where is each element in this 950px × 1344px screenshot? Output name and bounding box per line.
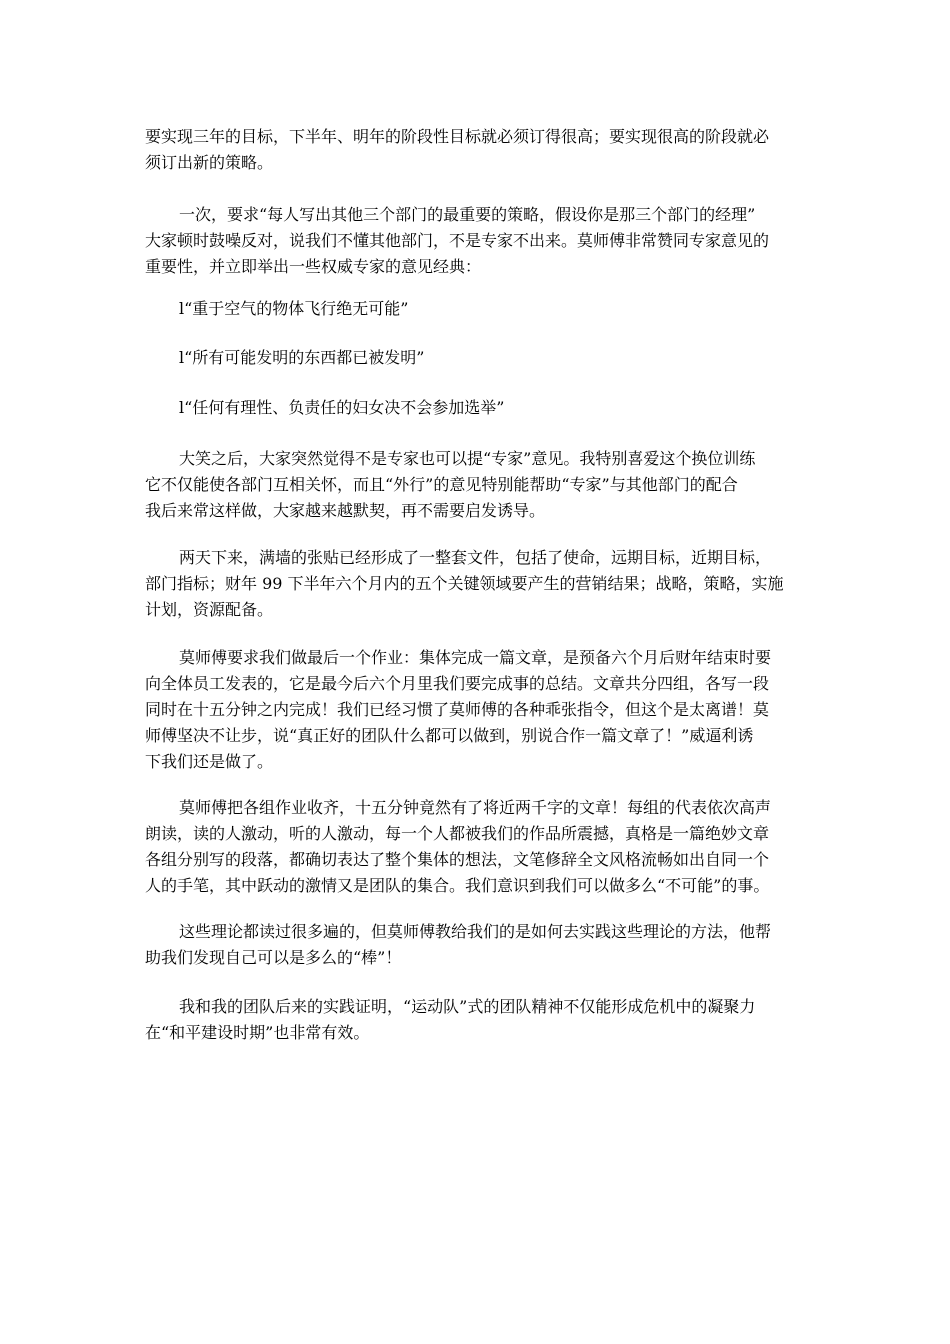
text-line: 它不仅能使各部门互相关怀，而且“外行”的意见特别能帮助“专家”与其他部门的配合 xyxy=(145,475,738,494)
quote-item-3 xyxy=(145,395,810,421)
text-line: 师傅坚决不让步，说“真正好的团队什么都可以做到，别说合作一篇文章了！”威逼利诱 xyxy=(145,726,754,745)
text-line: 我和我的团队后来的实践证明，“运动队”式的团队精神不仅能形成危机中的凝聚力 xyxy=(179,997,756,1016)
text-line: 两天下来，满墙的张贴已经形成了一整套文件，包括了使命，远期目标，近期目标， xyxy=(179,548,772,567)
text-line: 要实现三年的目标，下半年、明年的阶段性目标就必须订得很高；要实现很高的阶段就必 xyxy=(145,127,770,146)
text-line: 这些理论都读过很多遍的，但莫师傅教给我们的是如何去实践这些理论的方法，他帮 xyxy=(179,922,772,941)
paragraph-8 xyxy=(145,994,810,1046)
quote-item-2 xyxy=(145,345,810,371)
text-line: 莫师傅要求我们做最后一个作业：集体完成一篇文章，是预备六个月后财年结束时要 xyxy=(179,648,772,667)
quote-item-1 xyxy=(145,296,810,322)
paragraph-3 xyxy=(145,446,810,524)
text-line: 莫师傅把各组作业收齐，十五分钟竟然有了将近两千字的文章！每组的代表依次高声 xyxy=(179,798,772,817)
text-line: 重要性，并立即举出一些权威专家的意见经典： xyxy=(145,257,482,276)
text-line: 大家顿时鼓噪反对，说我们不懂其他部门，不是专家不出来。莫师傅非常赞同专家意见的 xyxy=(145,231,770,250)
paragraph-4 xyxy=(145,545,810,623)
paragraph-5 xyxy=(145,645,810,775)
text-line: 计划，资源配备。 xyxy=(145,600,274,619)
paragraph-6 xyxy=(145,795,810,899)
paragraph-7 xyxy=(145,919,810,971)
text-line: 部门指标；财年 99 下半年六个月内的五个关键领域要产生的营销结果；战略，策略，实施 xyxy=(145,574,784,593)
text-line: 一次，要求“每人写出其他三个部门的最重要的策略，假设你是那三个部门的经理” xyxy=(179,205,756,224)
text-line: 下我们还是做了。 xyxy=(145,752,274,771)
paragraph-1 xyxy=(145,124,810,176)
text-line: 我后来常这样做，大家越来越默契，再不需要启发诱导。 xyxy=(145,501,546,520)
text-line: l“重于空气的物体飞行绝无可能” xyxy=(179,299,409,318)
text-line: 同时在十五分钟之内完成！我们已经习惯了莫师傅的各种乖张指令，但这个是太离谱！莫 xyxy=(145,700,770,719)
text-line: 朗读，读的人激动，听的人激动，每一个人都被我们的作品所震撼，真格是一篇绝妙文章 xyxy=(145,824,770,843)
text-line: 人的手笔，其中跃动的激情又是团队的集合。我们意识到我们可以做多么“不可能”的事。 xyxy=(145,876,770,895)
text-line: l“任何有理性、负责任的妇女决不会参加选举” xyxy=(179,398,505,417)
text-line: l“所有可能发明的东西都已被发明” xyxy=(179,348,425,367)
text-line: 大笑之后，大家突然觉得不是专家也可以提“专家”意见。我特别喜爱这个换位训练 xyxy=(179,449,756,468)
text-line: 向全体员工发表的，它是最今后六个月里我们要完成事的总结。文章共分四组，各写一段 xyxy=(145,674,770,693)
text-line: 助我们发现自己可以是多么的“棒”！ xyxy=(145,948,402,967)
text-line: 各组分别写的段落，都确切表达了整个集体的想法，文笔修辞全文风格流畅如出自同一个 xyxy=(145,850,770,869)
text-line: 在“和平建设时期”也非常有效。 xyxy=(145,1023,370,1042)
paragraph-2 xyxy=(145,202,810,280)
text-line: 须订出新的策略。 xyxy=(145,153,274,172)
